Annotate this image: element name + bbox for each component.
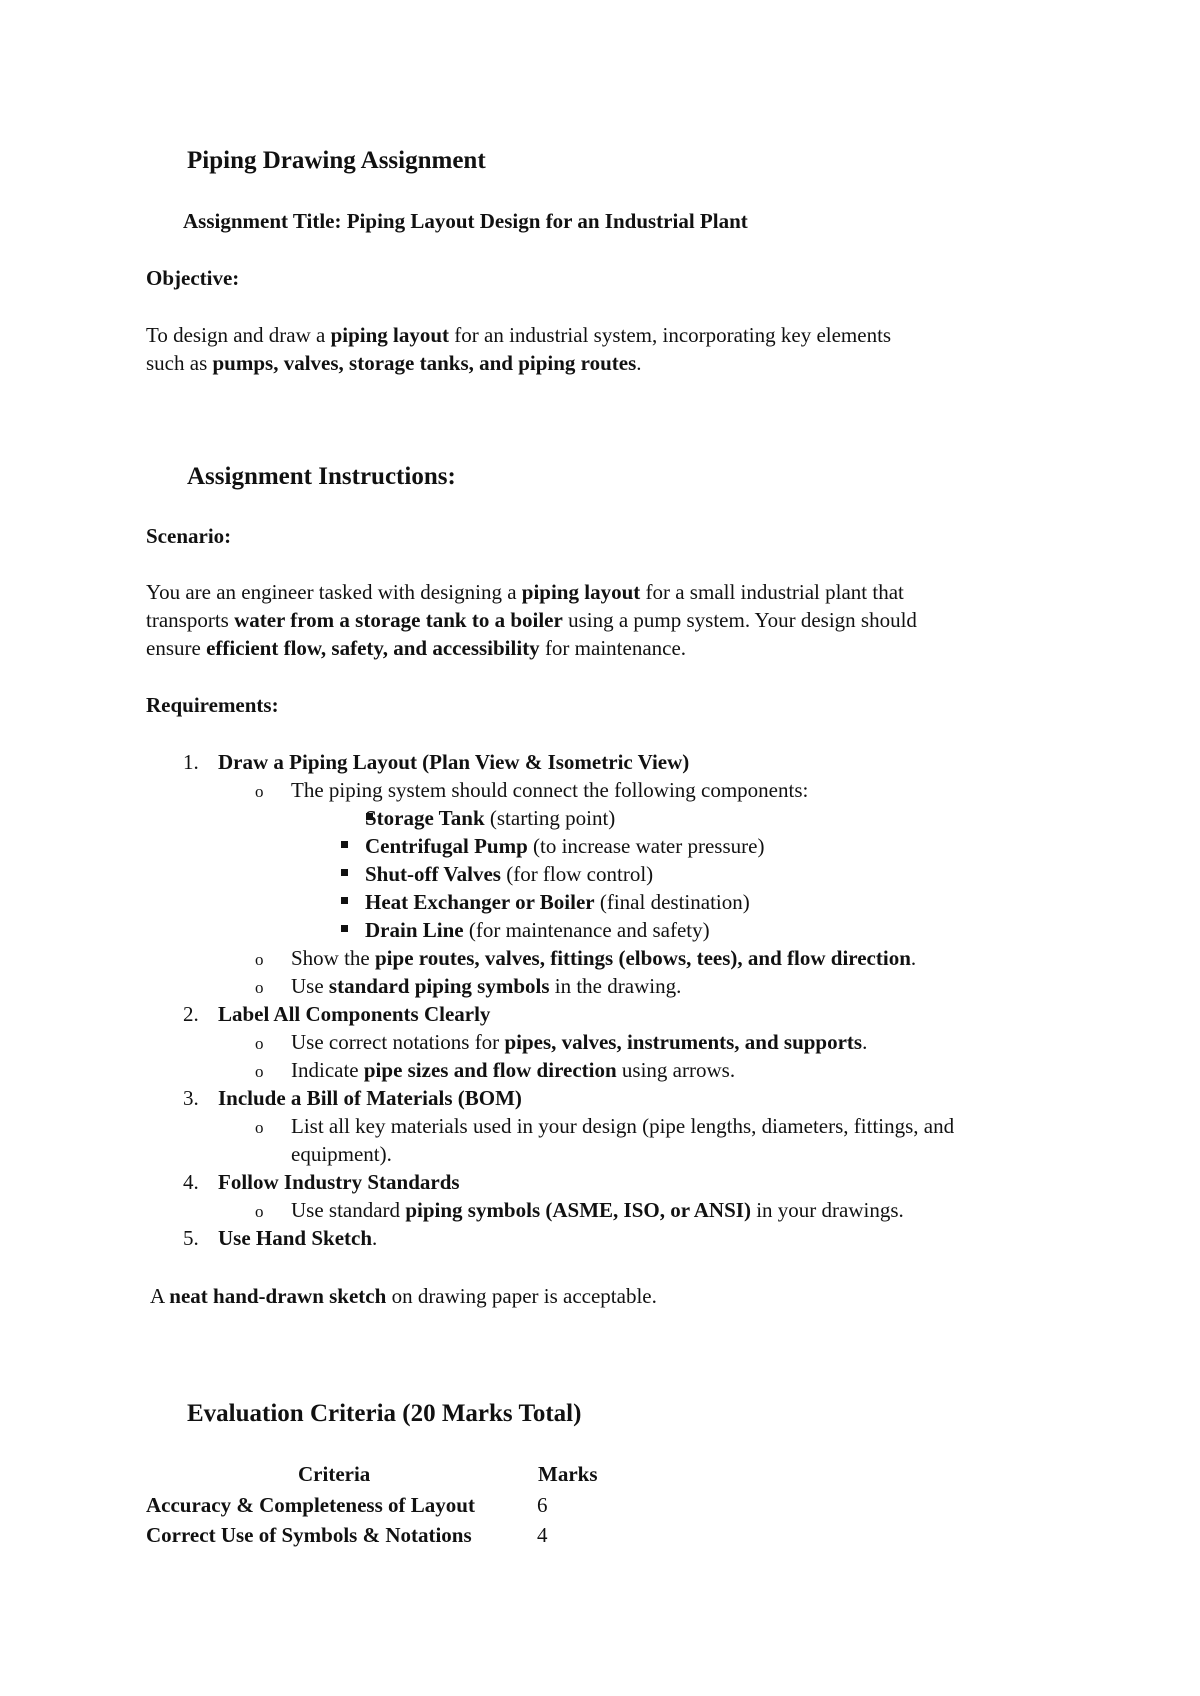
item-2-sub-2: Indicate pipe sizes and flow direction using arrows. bbox=[291, 1058, 736, 1082]
objective-line-2: such as pumps, valves, storage tanks, and piping routes. bbox=[146, 351, 642, 375]
table-row-2-criteria: Correct Use of Symbols & Notations bbox=[146, 1523, 472, 1547]
circle-bullet-icon: o bbox=[255, 950, 264, 969]
item-5-title: Use Hand Sketch. bbox=[218, 1226, 378, 1250]
component-drain-line: Drain Line (for maintenance and safety) bbox=[365, 918, 710, 942]
objective-heading: Objective: bbox=[146, 266, 240, 290]
square-bullet-icon bbox=[341, 869, 348, 876]
item-1-sub-3: Use standard piping symbols in the drawing. bbox=[291, 974, 682, 998]
circle-bullet-icon: o bbox=[255, 1118, 264, 1137]
circle-bullet-icon: o bbox=[255, 782, 264, 801]
table-row-2-marks: 4 bbox=[537, 1523, 548, 1547]
item-4-title: Follow Industry Standards bbox=[218, 1170, 460, 1194]
assignment-title: Assignment Title: Piping Layout Design for an Industrial Plant bbox=[183, 209, 748, 233]
component-heat-exchanger: Heat Exchanger or Boiler (final destination) bbox=[365, 890, 750, 914]
item-4-sub-1: Use standard piping symbols (ASME, ISO, or ANSI) in your drawings. bbox=[291, 1198, 904, 1222]
scenario-line-3: ensure efficient flow, safety, and accessibility for maintenance. bbox=[146, 636, 687, 660]
item-1-sub-2: Show the pipe routes, valves, fittings (elbows, tees), and flow direction. bbox=[291, 946, 917, 970]
scenario-line-2: transports water from a storage tank to a boiler using a pump system. Your design should bbox=[146, 608, 917, 632]
item-1-title: Draw a Piping Layout (Plan View & Isometric View) bbox=[218, 750, 690, 774]
item-1-number: 1. bbox=[183, 750, 199, 774]
instructions-heading: Assignment Instructions: bbox=[187, 463, 456, 490]
item-1-sub-1: The piping system should connect the following components: bbox=[291, 778, 809, 802]
item-4-number: 4. bbox=[183, 1170, 199, 1194]
square-bullet-icon bbox=[341, 897, 348, 904]
square-bullet-icon bbox=[341, 841, 348, 848]
evaluation-heading: Evaluation Criteria (20 Marks Total) bbox=[187, 1400, 582, 1427]
item-2-number: 2. bbox=[183, 1002, 199, 1026]
circle-bullet-icon: o bbox=[255, 1062, 264, 1081]
circle-bullet-icon: o bbox=[255, 1202, 264, 1221]
item-2-sub-1: Use correct notations for pipes, valves, instruments, and supports. bbox=[291, 1030, 868, 1054]
scenario-line-1: You are an engineer tasked with designing a piping layout for a small industrial plant that bbox=[146, 580, 904, 604]
item-3-number: 3. bbox=[183, 1086, 199, 1110]
item-3-title: Include a Bill of Materials (BOM) bbox=[218, 1086, 522, 1110]
table-header-criteria: Criteria bbox=[298, 1462, 371, 1486]
item-5-number: 5. bbox=[183, 1226, 199, 1250]
component-centrifugal-pump: Centrifugal Pump (to increase water pressure) bbox=[365, 834, 765, 858]
table-header-marks: Marks bbox=[538, 1462, 598, 1486]
table-row-1-marks: 6 bbox=[537, 1493, 548, 1517]
hand-sketch-note: A neat hand-drawn sketch on drawing paper is acceptable. bbox=[150, 1284, 657, 1308]
table-row-1-criteria: Accuracy & Completeness of Layout bbox=[146, 1493, 475, 1517]
objective-line-1: To design and draw a piping layout for an industrial system, incorporating key elements bbox=[146, 323, 892, 347]
requirements-heading: Requirements: bbox=[146, 693, 279, 717]
component-shutoff-valves: Shut-off Valves (for flow control) bbox=[365, 862, 654, 886]
circle-bullet-icon: o bbox=[255, 1034, 264, 1053]
square-bullet-icon bbox=[341, 925, 348, 932]
item-3-sub-1-line-2: equipment). bbox=[291, 1142, 392, 1166]
document-title: Piping Drawing Assignment bbox=[187, 147, 486, 174]
scenario-heading: Scenario: bbox=[146, 524, 232, 548]
item-2-title: Label All Components Clearly bbox=[218, 1002, 491, 1026]
item-3-sub-1-line-1: List all key materials used in your design (pipe lengths, diameters, fittings, and bbox=[291, 1114, 955, 1138]
component-storage-tank-text: Storage Tank (starting point) bbox=[365, 806, 616, 830]
circle-bullet-icon: o bbox=[255, 978, 264, 997]
